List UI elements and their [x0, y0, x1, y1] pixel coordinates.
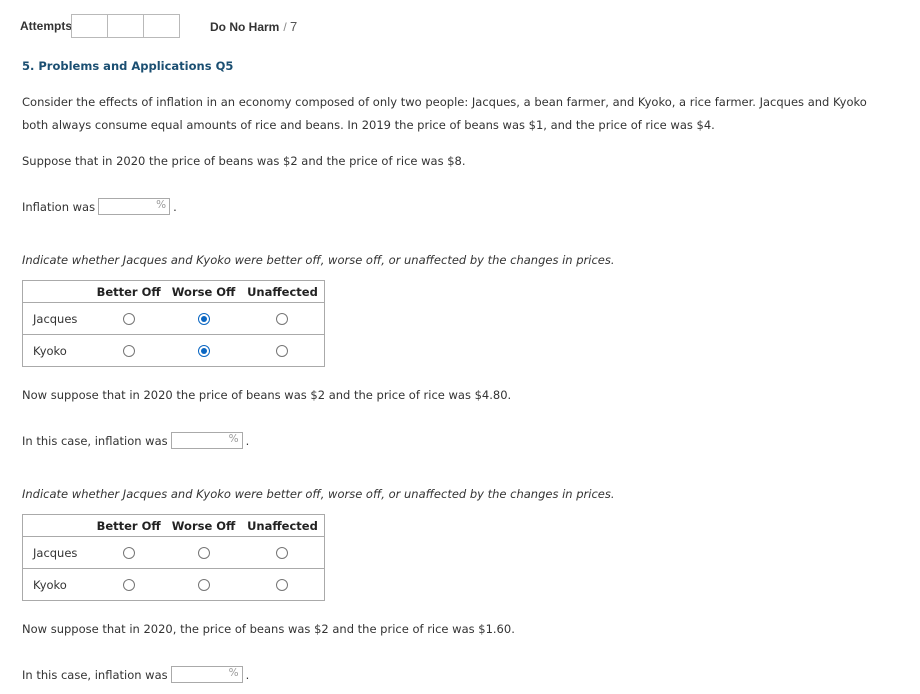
question-title: 5. Problems and Applications Q5: [22, 59, 234, 73]
column-worse-off: Worse Off: [171, 518, 236, 533]
column-better-off: Better Off: [96, 284, 161, 299]
table-row-jacques: [23, 537, 325, 569]
table-header-row: [23, 281, 325, 303]
column-worse-off: Worse Off: [171, 284, 236, 299]
percent-sign: %: [228, 667, 239, 679]
inflation-2-row: [22, 432, 249, 449]
welfare-table-2: [22, 514, 325, 601]
radio-kyoko-worse-off[interactable]: [198, 345, 210, 357]
row-label-kyoko: Kyoko: [23, 569, 92, 601]
inflation-3-input[interactable]: [171, 666, 243, 683]
radio-kyoko-worse-off[interactable]: [198, 579, 210, 591]
indicate-instruction-1: Indicate whether Jacques and Kyoko were better off, worse off, or unaffected by the changes in prices.: [22, 253, 615, 267]
inflation-2-input[interactable]: [171, 432, 243, 449]
score-total: 7: [290, 19, 298, 34]
inflation-1-label: Inflation was: [22, 199, 96, 214]
percent-sign: %: [228, 433, 239, 445]
radio-kyoko-better-off[interactable]: [123, 579, 135, 591]
column-unaffected: Unaffected: [247, 284, 318, 299]
column-better-off: Better Off: [96, 518, 161, 533]
grading-mode: [210, 19, 297, 34]
sentence-period: .: [173, 199, 177, 214]
attempt-slot: [72, 15, 108, 37]
inflation-3-row: [22, 666, 249, 683]
scenario-2-text: Now suppose that in 2020 the price of beans was $2 and the price of rice was $4.80.: [22, 388, 512, 402]
score-slash: /: [283, 20, 287, 34]
column-unaffected: Unaffected: [247, 518, 318, 533]
row-label-kyoko: Kyoko: [23, 335, 92, 367]
sentence-period: .: [245, 667, 250, 682]
radio-kyoko-unaffected[interactable]: [276, 579, 288, 591]
table-row-jacques: [23, 303, 325, 335]
attempts-label: Attempts: [20, 19, 73, 33]
attempt-indicator: [71, 14, 180, 38]
welfare-table-1: [22, 280, 325, 367]
radio-jacques-better-off[interactable]: [123, 313, 135, 325]
scenario-3-text: Now suppose that in 2020, the price of beans was $2 and the price of rice was $1.60.: [22, 622, 515, 636]
row-label-jacques: Jacques: [23, 303, 92, 335]
radio-jacques-unaffected[interactable]: [276, 313, 288, 325]
scenario-1-text: Suppose that in 2020 the price of beans was $2 and the price of rice was $8.: [22, 154, 466, 168]
sentence-period: .: [245, 433, 250, 448]
radio-kyoko-better-off[interactable]: [123, 345, 135, 357]
inflation-2-label: In this case, inflation was: [22, 433, 168, 448]
table-row-kyoko: [23, 569, 325, 601]
inflation-3-label: In this case, inflation was: [22, 667, 168, 682]
attempt-slot: [144, 15, 179, 37]
radio-kyoko-unaffected[interactable]: [276, 345, 288, 357]
inflation-1-row: [22, 198, 177, 215]
attempt-slot: [108, 15, 144, 37]
radio-jacques-unaffected[interactable]: [276, 547, 288, 559]
radio-jacques-worse-off[interactable]: [198, 547, 210, 559]
question-intro: Consider the effects of inflation in an economy composed of only two people: Jacques, a bean farmer, and Kyoko, a rice farmer. Jacques and Kyoko both always consume equal amounts of rice and beans. In 2019 the price of beans was $1, and the price of rice was $4.: [22, 95, 867, 132]
percent-sign: %: [156, 199, 167, 211]
grading-mode-label: Do No Harm: [210, 20, 280, 34]
radio-jacques-worse-off[interactable]: [198, 313, 210, 325]
radio-jacques-better-off[interactable]: [123, 547, 135, 559]
table-row-kyoko: [23, 335, 325, 367]
indicate-instruction-2: Indicate whether Jacques and Kyoko were better off, worse off, or unaffected by the changes in prices.: [22, 487, 615, 501]
row-label-jacques: Jacques: [23, 537, 92, 569]
table-header-row: [23, 515, 325, 537]
inflation-1-input[interactable]: [98, 198, 170, 215]
